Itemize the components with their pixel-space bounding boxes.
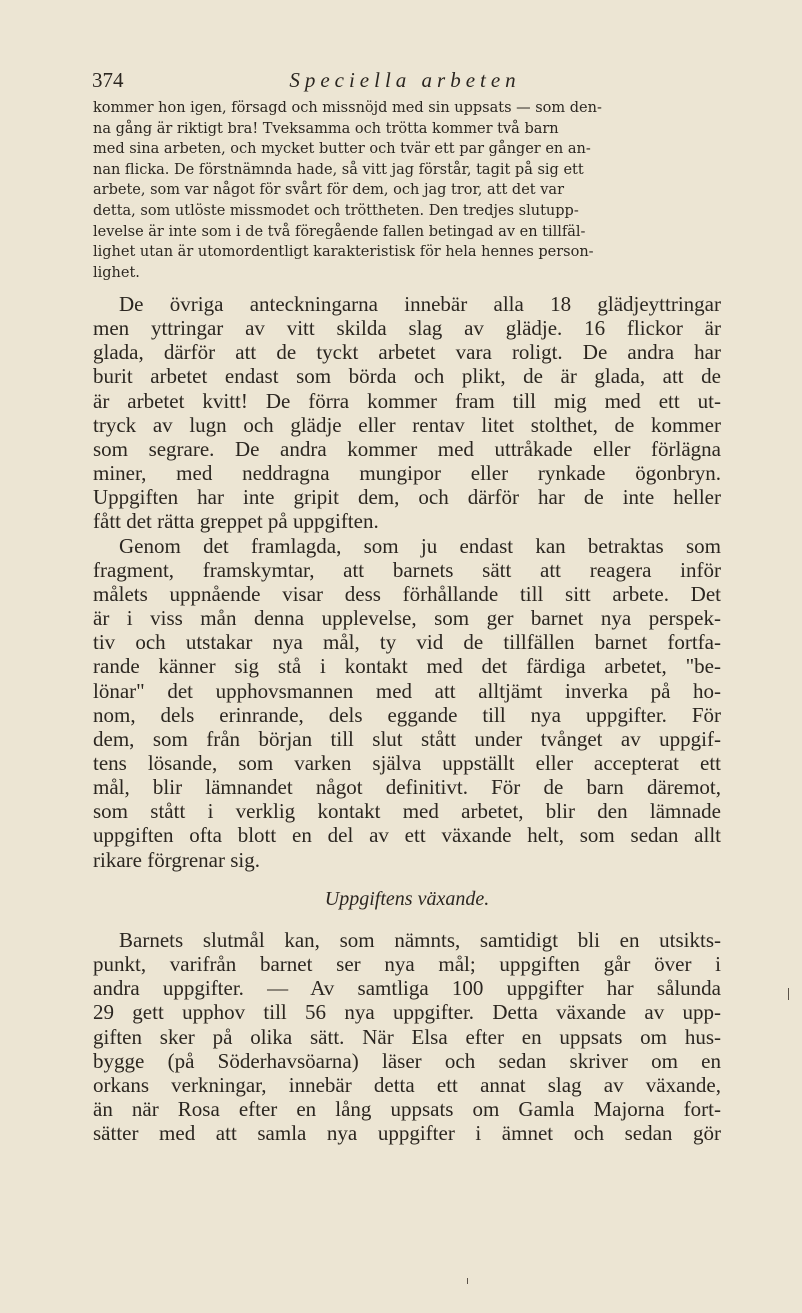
text-line: detta, som utlöste missmodet och tröttheten. Den tredjes slutupp- (93, 202, 579, 219)
text-line: Uppgiften har inte gripit dem, och därför har de inte heller (93, 485, 721, 510)
text-line: nom, dels erinrande, dels eggande till nya uppgifter. För (93, 702, 721, 727)
text-line: tiv och utstakar nya mål, ty vid de tillfällen barnet fortfa- (93, 630, 721, 655)
text-line: men yttringar av vitt skilda slag av glädje. 16 flickor är (93, 316, 721, 341)
text-line: na gång är riktigt bra! Tveksamma och trötta kommer två barn (93, 120, 559, 137)
text-line: tens lösande, som varken själva uppställt eller accepterat ett (93, 750, 721, 775)
paragraph-main-text (93, 292, 721, 872)
text-line: orkans verkningar, innebär detta ett annat slag av växande, (93, 1072, 721, 1097)
text-line: är arbetet kvitt! De förra kommer fram till mig med ett ut- (93, 388, 721, 413)
text-line: 29 gett upphov till 56 nya uppgifter. Detta växande av upp- (93, 1000, 721, 1025)
text-line: som segrare. De andra kommer med uttråkade eller förlägna (93, 436, 721, 461)
text-line: giften sker på olika sätt. När Elsa efter en uppsats om hus- (93, 1024, 721, 1049)
text-line: sätter med att samla nya uppgifter i ämnet och sedan gör (93, 1121, 721, 1146)
text-line: miner, med neddragna mungipor eller rynkade ögonbryn. (93, 461, 721, 486)
print-speck (467, 1278, 468, 1284)
page-number: 374 (92, 68, 124, 92)
text-line: rande känner sig stå i kontakt med det färdiga arbetet, "be- (93, 654, 721, 679)
text-line: lönar" det upphovsmannen med att alltjämt inverka på ho- (93, 678, 721, 703)
text-line: är i viss mån denna upplevelse, som ger barnet nya perspek- (93, 606, 721, 631)
text-line: som stått i verklig kontakt med arbetet, blir den lämnade (93, 799, 721, 824)
text-line: De övriga anteckningarna innebär alla 18 glädjeyttringar (119, 292, 721, 316)
text-line: arbete, som var något för svårt för dem, och jag tror, att det var (93, 182, 565, 199)
text-line: med sina arbeten, och mycket butter och tvär ett par gånger en an- (93, 141, 591, 158)
paragraph-main-text (93, 928, 721, 1145)
text-line: uppgiften ofta blott en del av ett växande helt, som sedan allt (93, 823, 721, 848)
text-line: fragment, framskymtar, att barnets sätt att reagera inför (93, 557, 721, 582)
text-line: nan flicka. De förstnämnda hade, så vitt jag förstår, tagit på sig ett (93, 161, 584, 178)
text-line: mål, blir lämnandet något definitivt. För de barn däremot, (93, 775, 721, 800)
page-header (92, 68, 718, 94)
text-line: kommer hon igen, försagd och missnöjd med sin uppsats — som den- (93, 100, 602, 116)
text-line: lighet utan är utomordentligt karakteristisk för hela hennes person- (93, 244, 594, 261)
text-line: rikare förgrenar sig. (93, 847, 260, 872)
section-heading: Uppgiftens växande. (324, 888, 490, 910)
paragraph-small-print (93, 98, 721, 283)
text-line: levelse är inte som i de två föregående fallen betingad av en tillfäl- (93, 223, 586, 240)
text-line: lighet. (93, 264, 140, 281)
text-line: Genom det framlagda, som ju endast kan betraktas som (119, 533, 721, 558)
text-line: dem, som från början till slut stått under tvånget av uppgif- (93, 726, 721, 751)
text-line: punkt, varifrån barnet ser nya mål; uppgiften går över i (93, 952, 721, 977)
text-line: glada, därför att de tyckt arbetet vara roligt. De andra har (93, 340, 721, 365)
margin-mark (788, 988, 789, 1000)
text-line: tryck av lugn och glädje eller rentav litet stolthet, de kommer (93, 412, 721, 437)
text-line: burit arbetet endast som börda och plikt, de är glada, att de (93, 364, 721, 389)
text-line: bygge (på Söderhavsöarna) läser och sedan skriver om en (93, 1048, 721, 1073)
running-title: Speciella arbeten (289, 68, 521, 92)
text-line: Barnets slutmål kan, som nämnts, samtidigt bli en utsikts- (119, 928, 721, 952)
text-line: målets uppnående visar dess förhållande till sitt arbete. Det (93, 581, 721, 606)
text-line: fått det rätta greppet på uppgiften. (93, 509, 379, 534)
text-line: andra uppgifter. — Av samtliga 100 uppgifter har sålunda (93, 976, 721, 1001)
text-line: än när Rosa efter en lång uppsats om Gamla Majorna fort- (93, 1097, 721, 1122)
